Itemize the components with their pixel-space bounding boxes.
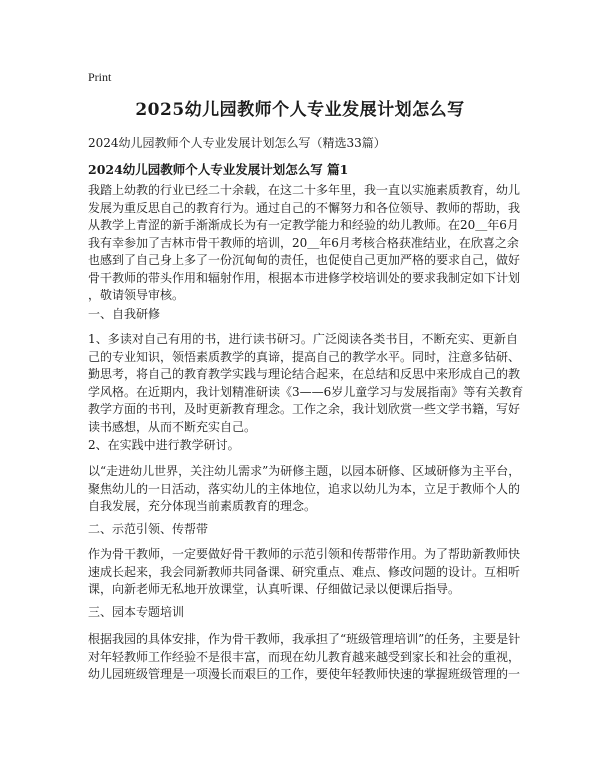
item-1-line: 1、多读对自己有用的书，进行读书研习。广泛阅读各类书目，不断充实、更新自 xyxy=(88,332,518,346)
section-2-paragraph xyxy=(88,546,521,599)
print-link[interactable]: Print xyxy=(88,70,112,84)
intro-line: 也感到了自己身上多了一份沉甸甸的责任，也促使自己更加严格的要求自己，做好 xyxy=(88,253,521,267)
heading-training: 三、园本专题培训 xyxy=(88,605,185,619)
item-1-line: 勤思考，将自己的教育教学实践与理论结合起来，在总结和反思中来形成自己的教 xyxy=(88,367,521,381)
intro-paragraph xyxy=(88,182,521,305)
section-2-line: 作为骨干教师，一定要做好骨干教师的示范引领和传帮带作用。为了帮助新教师快 xyxy=(88,547,521,561)
heading-mentoring: 二、示范引领、传帮带 xyxy=(88,522,209,536)
item-1-paragraph xyxy=(88,331,524,436)
item-1-line: 己的专业知识，领悟素质教学的真谛，提高自己的教学水平。同时，注意多钻研、 xyxy=(88,349,521,364)
intro-line: 从教学上青涩的新手渐渐成长为有一定教学能力和经验的幼儿教师。在20＿年6月 xyxy=(88,218,519,232)
intro-line: 发展为重反思自己的教育行为。通过自己的不懈努力和各位领导、教师的帮助，我 xyxy=(88,200,521,215)
item-1-line: 读书感想，从而不断充实自己。 xyxy=(88,419,257,434)
section-3-paragraph xyxy=(88,631,521,684)
section-2-line: 速成长起来，我会同新教师共同备课、研究重点、难点、修改问题的设计。互相听 xyxy=(88,564,521,579)
intro-line: 我有幸参加了吉林市骨干教师的培训，20＿年6月考核合格获准结业，在欣喜之余 xyxy=(88,235,519,250)
section-3-line: 幼儿园班级管理是一项漫长而艰巨的工作，要使年轻教师快速的掌握班级管理的一 xyxy=(88,667,521,681)
section-3-line: 对年轻教师工作经验不是很丰富，而现在幼儿教育越来越受到家长和社会的重视， xyxy=(88,649,521,664)
intro-line: 骨干教师的带头作用和辐射作用，根据本市进修学校培训处的要求我制定如下计划 xyxy=(88,270,521,285)
item-1-line: 教学方面的书刊，及时更新教育理念。工作之余，我计划欣赏一些文学书籍，写好 xyxy=(88,402,521,416)
section-3-line: 根据我园的具体安排，作为骨干教师，我承担了“班级管理培训”的任务，主要是针 xyxy=(88,632,521,646)
section-heading: 2024幼儿园教师个人专业发展计划怎么写 篇1 xyxy=(88,162,349,177)
item-2-line: 以“走进幼儿世界，关注幼儿需求”为研修主题，以园本研修、区域研修为主平台， xyxy=(88,464,521,478)
item-2-paragraph xyxy=(88,463,521,516)
intro-line: ，敬请领导审核。 xyxy=(88,288,185,302)
item-2-heading: 2、在实践中进行教学研讨。 xyxy=(88,438,240,452)
item-2-line: 自我发展，充分体现当前素质教育的理念。 xyxy=(88,499,317,513)
section-2-line: 课，向新老师无私地开放课堂，认真听课、仔细做记录以便课后指导。 xyxy=(88,582,461,596)
page-title: 2025幼儿园教师个人专业发展计划怎么写 xyxy=(135,100,465,120)
document-subtitle: 2024幼儿园教师个人专业发展计划怎么写（精选33篇） xyxy=(88,136,386,150)
heading-self-study: 一、自我研修 xyxy=(88,307,161,321)
item-1-line: 学风格。在近期内，我计划精准研读《3——6岁儿童学习与发展指南》等有关教育 xyxy=(88,384,524,399)
intro-line: 我踏上幼教的行业已经二十余载，在这二十多年里，我一直以实施素质教育，幼儿 xyxy=(88,183,521,197)
item-2-line: 聚焦幼儿的一日活动，落实幼儿的主体地位，追求以幼儿为本，立足于教师个人的 xyxy=(88,481,521,496)
